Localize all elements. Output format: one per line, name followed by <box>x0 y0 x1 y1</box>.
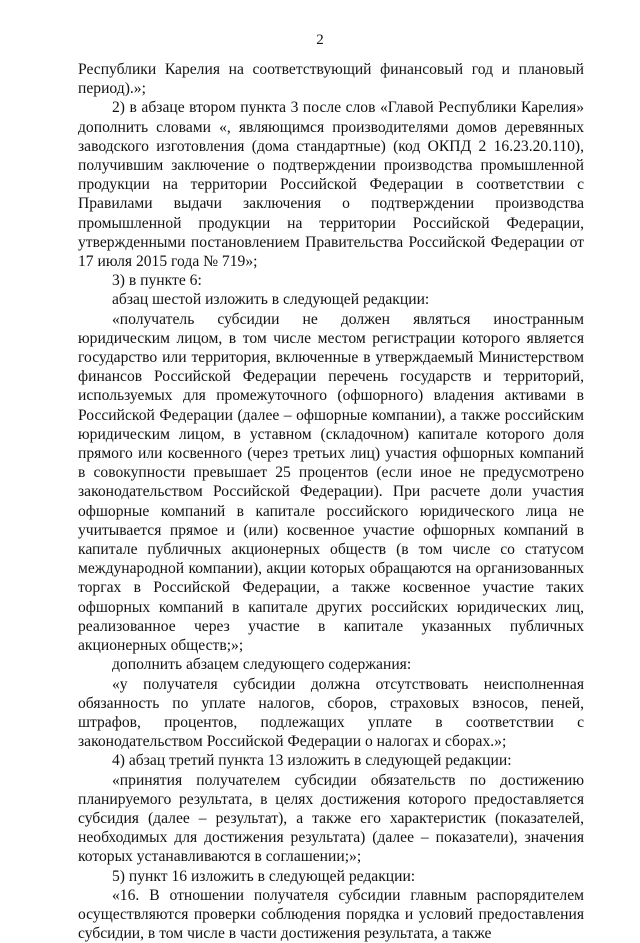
paragraph-item-5: 5) пункт 16 изложить в следующей редакции: <box>112 867 416 885</box>
paragraph-instruction-add-abzac: дополнить абзацем следующего содержания: <box>112 656 412 674</box>
paragraph-offshore-requirement: «получатель субсидии не должен являться иностранным юридическим лицом, в том числе местом регистрации которого является государство или территория, включенные в утверждаемый Министерством финансов Российской Федерации перечень государств и территорий, используемых для промежуточного (офшорного) владения активами в Российской Федерации (далее – офшорные компании), а также российским юридическим лицом, в уставном (складочном) капитале которого доля прямого или косвенного (через третьих лиц) участия офшорных компаний в совокупности превышает 25 процентов (если иное не предусмотрено законодательством Российской Федерации). При расчете доли участия офшорные компаний в капитале российского юридического лица не учитывается прямое и (или) косвенное участие офшорных компаний в капитале публичных акционерных обществ (в том числе со статусом международной компании), акции которых обращаются на организованных торгах в Российской Федерации, а также косвенное участие таких офшорных компаний в капитале других российских юридических лиц, реализованное через участие в капитале указанных публичных акционерных обществ;»; <box>78 310 584 655</box>
document-body <box>78 60 584 943</box>
paragraph-tax-requirement: «у получателя субсидии должна отсутствовать неисполненная обязанность по уплате налогов, сборов, страховых взносов, пеней, штрафов, процентов, подлежащих уплате в соответствии с законодательством Российской Федерации о налогах и сборах.»; <box>78 675 584 751</box>
paragraph-result-obligations: «принятия получателем субсидии обязательств по достижению планируемого результата, в целях достижения которого предоставляется субсидия (далее – результат), а также его характеристик (показателей, необходимых для достижения результата) (далее – показатели), значения которых устанавливаются в соглашении;»; <box>78 771 584 866</box>
paragraph-instruction-abzac-6: абзац шестой изложить в следующей редакции: <box>112 291 430 309</box>
paragraph-item-4: 4) абзац третий пункта 13 изложить в следующей редакции: <box>112 752 512 770</box>
paragraph-item-16: «16. В отношении получателя субсидии главным распорядителем осуществляются проверки соблюдения порядка и условий предоставления субсидии, в том числе в части достижения результата, а также <box>78 886 584 943</box>
paragraph-item-2: 2) в абзаце втором пункта 3 после слов «Главой Республики Карелия» дополнить словами «, являющимся производителями домов деревянных заводского изготовления (дома стандартные) (код ОКПД 2 16.23.20.110), получившим заключение о подтверждении производства промышленной продукции на территории Российской Федерации в соответствии с Правилами выдачи заключения о подтверждении производства промышленной продукции на территории Российской Федерации, утвержденными постановлением Правительства Российской Федерации от 17 июля 2015 года № 719»; <box>78 99 584 271</box>
paragraph-continuation: Республики Карелия на соответствующий финансовый год и плановый период).»; <box>78 61 584 98</box>
paragraph-item-3: 3) в пункте 6: <box>112 272 202 290</box>
page-number: 2 <box>316 32 324 48</box>
